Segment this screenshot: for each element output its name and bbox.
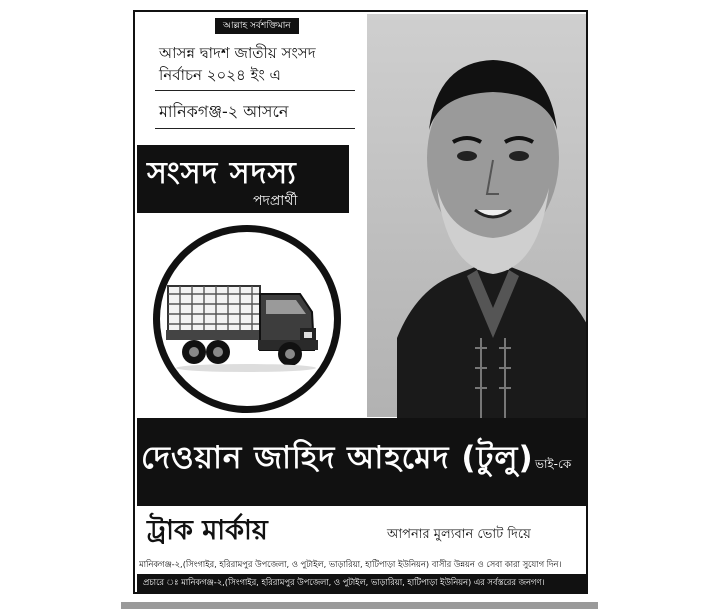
vote-text: আপনার মুল্যবান ভোট দিয়ে — [387, 527, 531, 542]
bottom-strip — [121, 602, 598, 609]
symbol-text: ট্রাক মার্কায় — [147, 515, 268, 546]
candidate-suffix: ভাই-কে — [535, 457, 572, 471]
footer-bar — [137, 574, 588, 592]
poster-frame — [133, 10, 588, 594]
area-line: মানিকগঞ্জ-২,(সিংগাইর, হরিরামপুর উপজেলা, ও পুটাইল, ভাড়ারিয়া, হাটিপাড়া ইউনিয়ন) বাসীর উন্নয়ন ও সেবা কারা সুযোগ দিন। — [139, 559, 562, 569]
top-badge: আল্লাহ সর্বশক্তিমান — [215, 18, 299, 34]
title-big: সংসদ সদস্য — [147, 156, 297, 191]
candidate-portrait — [397, 38, 588, 418]
title-box — [137, 145, 349, 213]
left-margin — [0, 0, 121, 609]
divider-line — [155, 128, 355, 129]
divider-line — [155, 90, 355, 91]
seat-text: মানিকগঞ্জ-২ আসনে — [159, 102, 289, 121]
title-small: পদপ্রার্থী — [253, 193, 298, 209]
election-poster — [121, 0, 598, 602]
footer-text: প্রচারে ঃ মানিকগঞ্জ-২,(সিংগাইর, হরিরামপুর উপজেলা, ও পুটাইল, ভাড়ারিয়া, হাটিপাড়া ইউনিয়ন) এর সর্বস্তরের জনগণ। — [143, 577, 545, 587]
election-line-2: নির্বাচন ২০২৪ ইং এ — [159, 66, 281, 84]
truck-symbol-inner — [160, 232, 334, 406]
truck-symbol-icon — [160, 232, 334, 406]
candidate-name-bar — [137, 418, 588, 506]
truck-symbol-badge — [153, 225, 341, 413]
candidate-name: দেওয়ান জাহিদ আহমেদ (টুলু) — [141, 440, 534, 476]
symbol-row — [137, 506, 588, 558]
election-line-1: আসন্ন দ্বাদশ জাতীয় সংসদ — [159, 44, 316, 62]
right-margin — [598, 0, 720, 609]
election-heading — [159, 42, 364, 86]
